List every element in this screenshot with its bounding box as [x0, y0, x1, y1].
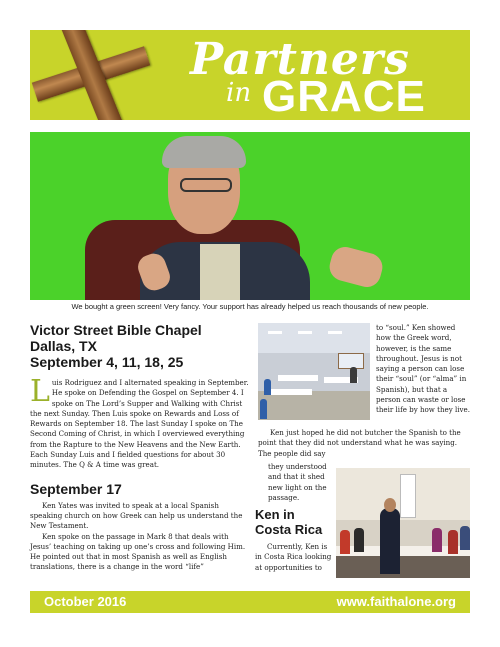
website-link[interactable]: www.faithalone.org — [336, 594, 456, 609]
speaker-shirt — [200, 244, 240, 300]
left-column — [30, 322, 250, 573]
speaker-right-hand — [326, 244, 385, 290]
article-right-wide-text: Ken just hoped he did not butcher the Spanish to the point that they did not understand what he was saying. The people did say — [258, 428, 461, 458]
newsletter-title-grace: GRACE — [262, 72, 426, 120]
venue-dates: September 4, 11, 18, 25 — [30, 354, 184, 370]
article-paragraph-1-text: uis Rodriguez and I alternated speaking in September. He spoke on Defending the Gospel on September 4. I spoke on The Lord’s Supper and Walking with Christ the next Sunday. Then Luis spoke on Rewards and Loss of Rewards on September 18. The last Sunday I spoke on The Second Coming of Christ, in which I overviewed everything from the Rapture to the New Heavens and the New Earth. Each Sunday Luis and I fielded questions for about 30 minutes. The Q & A time was great. — [30, 378, 249, 470]
venue-heading — [30, 322, 250, 370]
newsletter-title-in: in — [226, 78, 252, 108]
issue-date: October 2016 — [44, 594, 127, 609]
venue-name: Victor Street Bible Chapel — [30, 322, 202, 338]
article-paragraph-2: Ken Yates was invited to speak at a local Spanish speaking church on how Greek can help us understand the New Testament. — [30, 500, 243, 531]
drop-cap: L — [30, 374, 50, 409]
masthead-banner — [30, 30, 470, 120]
speaker-figure — [380, 508, 400, 574]
article-right-column-text: to “soul.” Ken showed how the Greek word, however, is the same throughout. Jesus is not saying a person can lose their “soul” (or “alma” in Spanish), but that a person can waste or lose their life by how they live. — [376, 323, 470, 415]
costa-rica-photo — [336, 468, 470, 578]
glasses-icon — [180, 178, 232, 192]
hero-photo — [30, 132, 470, 300]
hero-caption: We bought a green screen! Very fancy. Your support has already helped us reach thousands of new people. — [71, 302, 429, 311]
classroom-photo — [258, 323, 370, 420]
article-right-after-text: they understood and that it shed new light on the passage. — [268, 462, 327, 502]
section-heading-september-17: September 17 — [30, 480, 122, 497]
speaker-hair — [162, 136, 246, 168]
venue-city: Dallas, TX — [30, 338, 97, 354]
newsletter-title-partners: Partners — [190, 34, 410, 85]
article-paragraph-3: Ken spoke on the passage in Mark 8 that deals with Jesus’ teaching on taking up one’s cross and following Him. He pointed out that in most Spanish as well as English translations, there is a change in the word “life” — [30, 531, 246, 572]
footer-bar — [30, 591, 470, 613]
ken-costa-rica-heading: Ken in Costa Rica — [255, 507, 323, 537]
ken-costa-rica-text: Currently, Ken is in Costa Rica looking at opportunities to — [255, 542, 332, 572]
article-paragraph-1 — [30, 374, 250, 471]
